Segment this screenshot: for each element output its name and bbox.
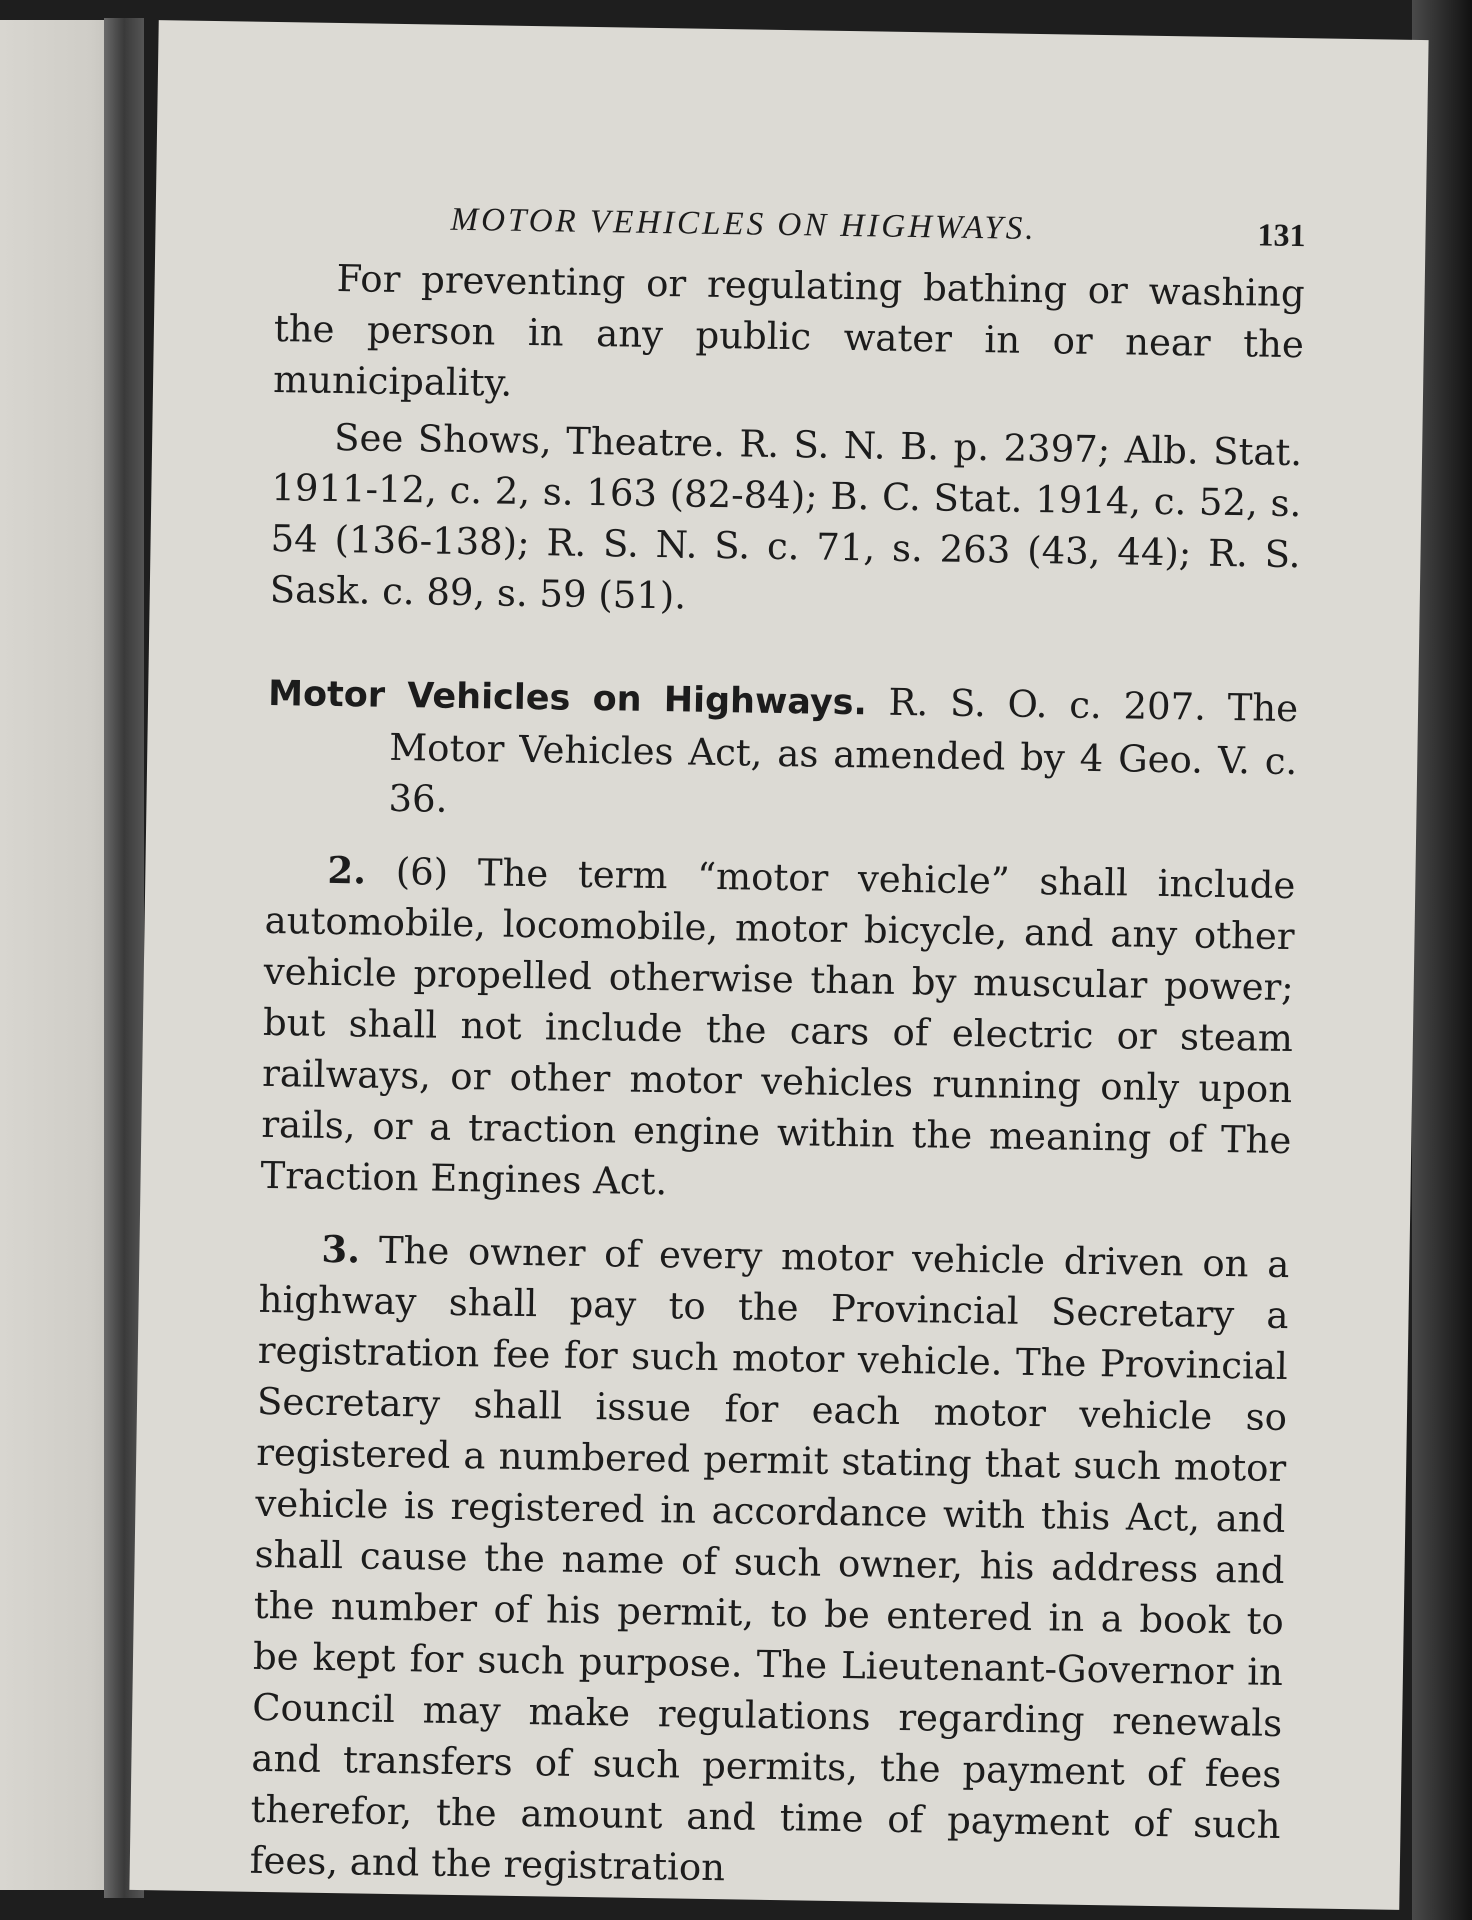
section-heading: Motor Vehicles on Highways. <box>267 673 868 724</box>
paragraph-references: See Shows, Theatre. R. S. N. B. p. 2397; Alb. Stat. 1911-12, c. 2, s. 163 (82-84); B. C. Stat. 1914, c. 52, s. 54 (136-138); R. S. N. S. c. 71, s. 263 (43, 44); R. S. Sask. c. 89, s. 59 (51). <box>269 415 1303 618</box>
section-2-number: 2. <box>327 847 367 893</box>
section-heading-paragraph <box>266 667 1298 838</box>
section-3-number: 3. <box>321 1226 361 1272</box>
paragraph-section-3 <box>249 1223 1289 1902</box>
section-2-text: (6) The term “motor vehicle” shall include automobile, locomobile, motor bicycle, and any other vehicle propelled otherwise than by muscular power; but shall not include the cars of electric or steam railways, or other motor vehicles running only upon rails, or a traction engine within the meaning of The Traction Engines Act. <box>260 849 1296 1204</box>
page-text <box>249 192 1305 1902</box>
paragraph-section-2 <box>260 844 1295 1217</box>
running-title: MOTOR VEHICLES ON HIGHWAYS. <box>450 201 1037 247</box>
page-number: 131 <box>1257 216 1306 254</box>
section-3-text: The owner of every motor vehicle driven on a highway shall pay to the Provincial Secretary a registration fee for such motor vehicle. The Provincial Secretary shall issue for each motor vehicle so registered a numbered permit stating that such motor vehicle is registered in accordance with this Act, and shall cause the name of such owner, his address and the number of his permit, to be entered in a book to be kept for such purpose. The Lieutenant-Governor in Council may make regulations regarding renewals and transfers of such permits, the payment of fees therefor, the amount and time of payment of such fees, and the registration <box>249 1228 1290 1890</box>
section-heading-citation: R. S. O. c. 207. The Motor Vehicles Act, as amended by 4 Geo. V. c. 36. <box>388 680 1299 821</box>
book-page <box>129 20 1428 1910</box>
paragraph-bathing: For preventing or regulating bathing or washing the person in any public water in or near the municipality. <box>272 256 1305 405</box>
